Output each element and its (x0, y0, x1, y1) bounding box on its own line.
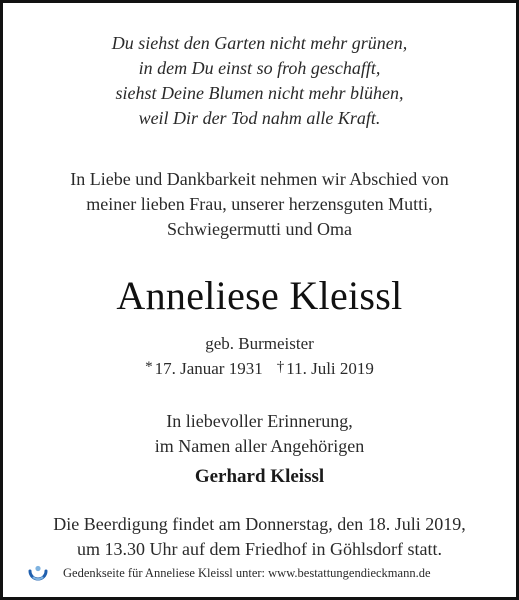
death-date: 11. Juli 2019 (286, 359, 374, 378)
poem (9, 31, 510, 131)
poem-line: siehst Deine Blumen nicht mehr blühen, (115, 83, 404, 103)
farewell-line: meiner lieben Frau, unserer herzensguten Mutti, (86, 194, 433, 214)
farewell-text (9, 167, 510, 242)
signer-name: Gerhard Kleissl (194, 466, 325, 487)
poem-line: in dem Du einst so froh geschafft, (138, 58, 381, 78)
farewell-line: Schwiegermutti und Oma (167, 219, 352, 239)
funeral-notice (9, 512, 510, 562)
death-cross-symbol: † (276, 359, 285, 375)
birth-name: geb. Burmeister (205, 334, 314, 353)
memory-line: In liebevoller Erinnerung, (166, 411, 353, 431)
deceased-name: Anneliese Kleissl (116, 273, 403, 318)
memorial-page-footer (27, 561, 500, 585)
obituary-content (9, 9, 510, 591)
poem-line: weil Dir der Tod nahm alle Kraft. (138, 108, 381, 128)
life-dates (9, 356, 510, 380)
funeral-line: um 13.30 Uhr auf dem Friedhof in Göhlsdorf statt. (77, 539, 442, 559)
memorial-page-link[interactable]: Gedenkseite für Anneliese Kleissl unter: www.bestattungendieckmann.de (63, 565, 431, 580)
birth-date: 17. Januar 1931 (154, 359, 263, 378)
birth-star-symbol: * (145, 359, 153, 375)
funeral-line: Die Beerdigung findet am Donnerstag, den 18. Juli 2019, (53, 514, 466, 534)
memorial-logo-icon (27, 562, 49, 584)
farewell-line: In Liebe und Dankbarkeit nehmen wir Abschied von (70, 169, 449, 189)
memory-line: im Namen aller Angehörigen (154, 436, 365, 456)
memory-text (9, 409, 510, 459)
poem-line: Du siehst den Garten nicht mehr grünen, (111, 33, 408, 53)
